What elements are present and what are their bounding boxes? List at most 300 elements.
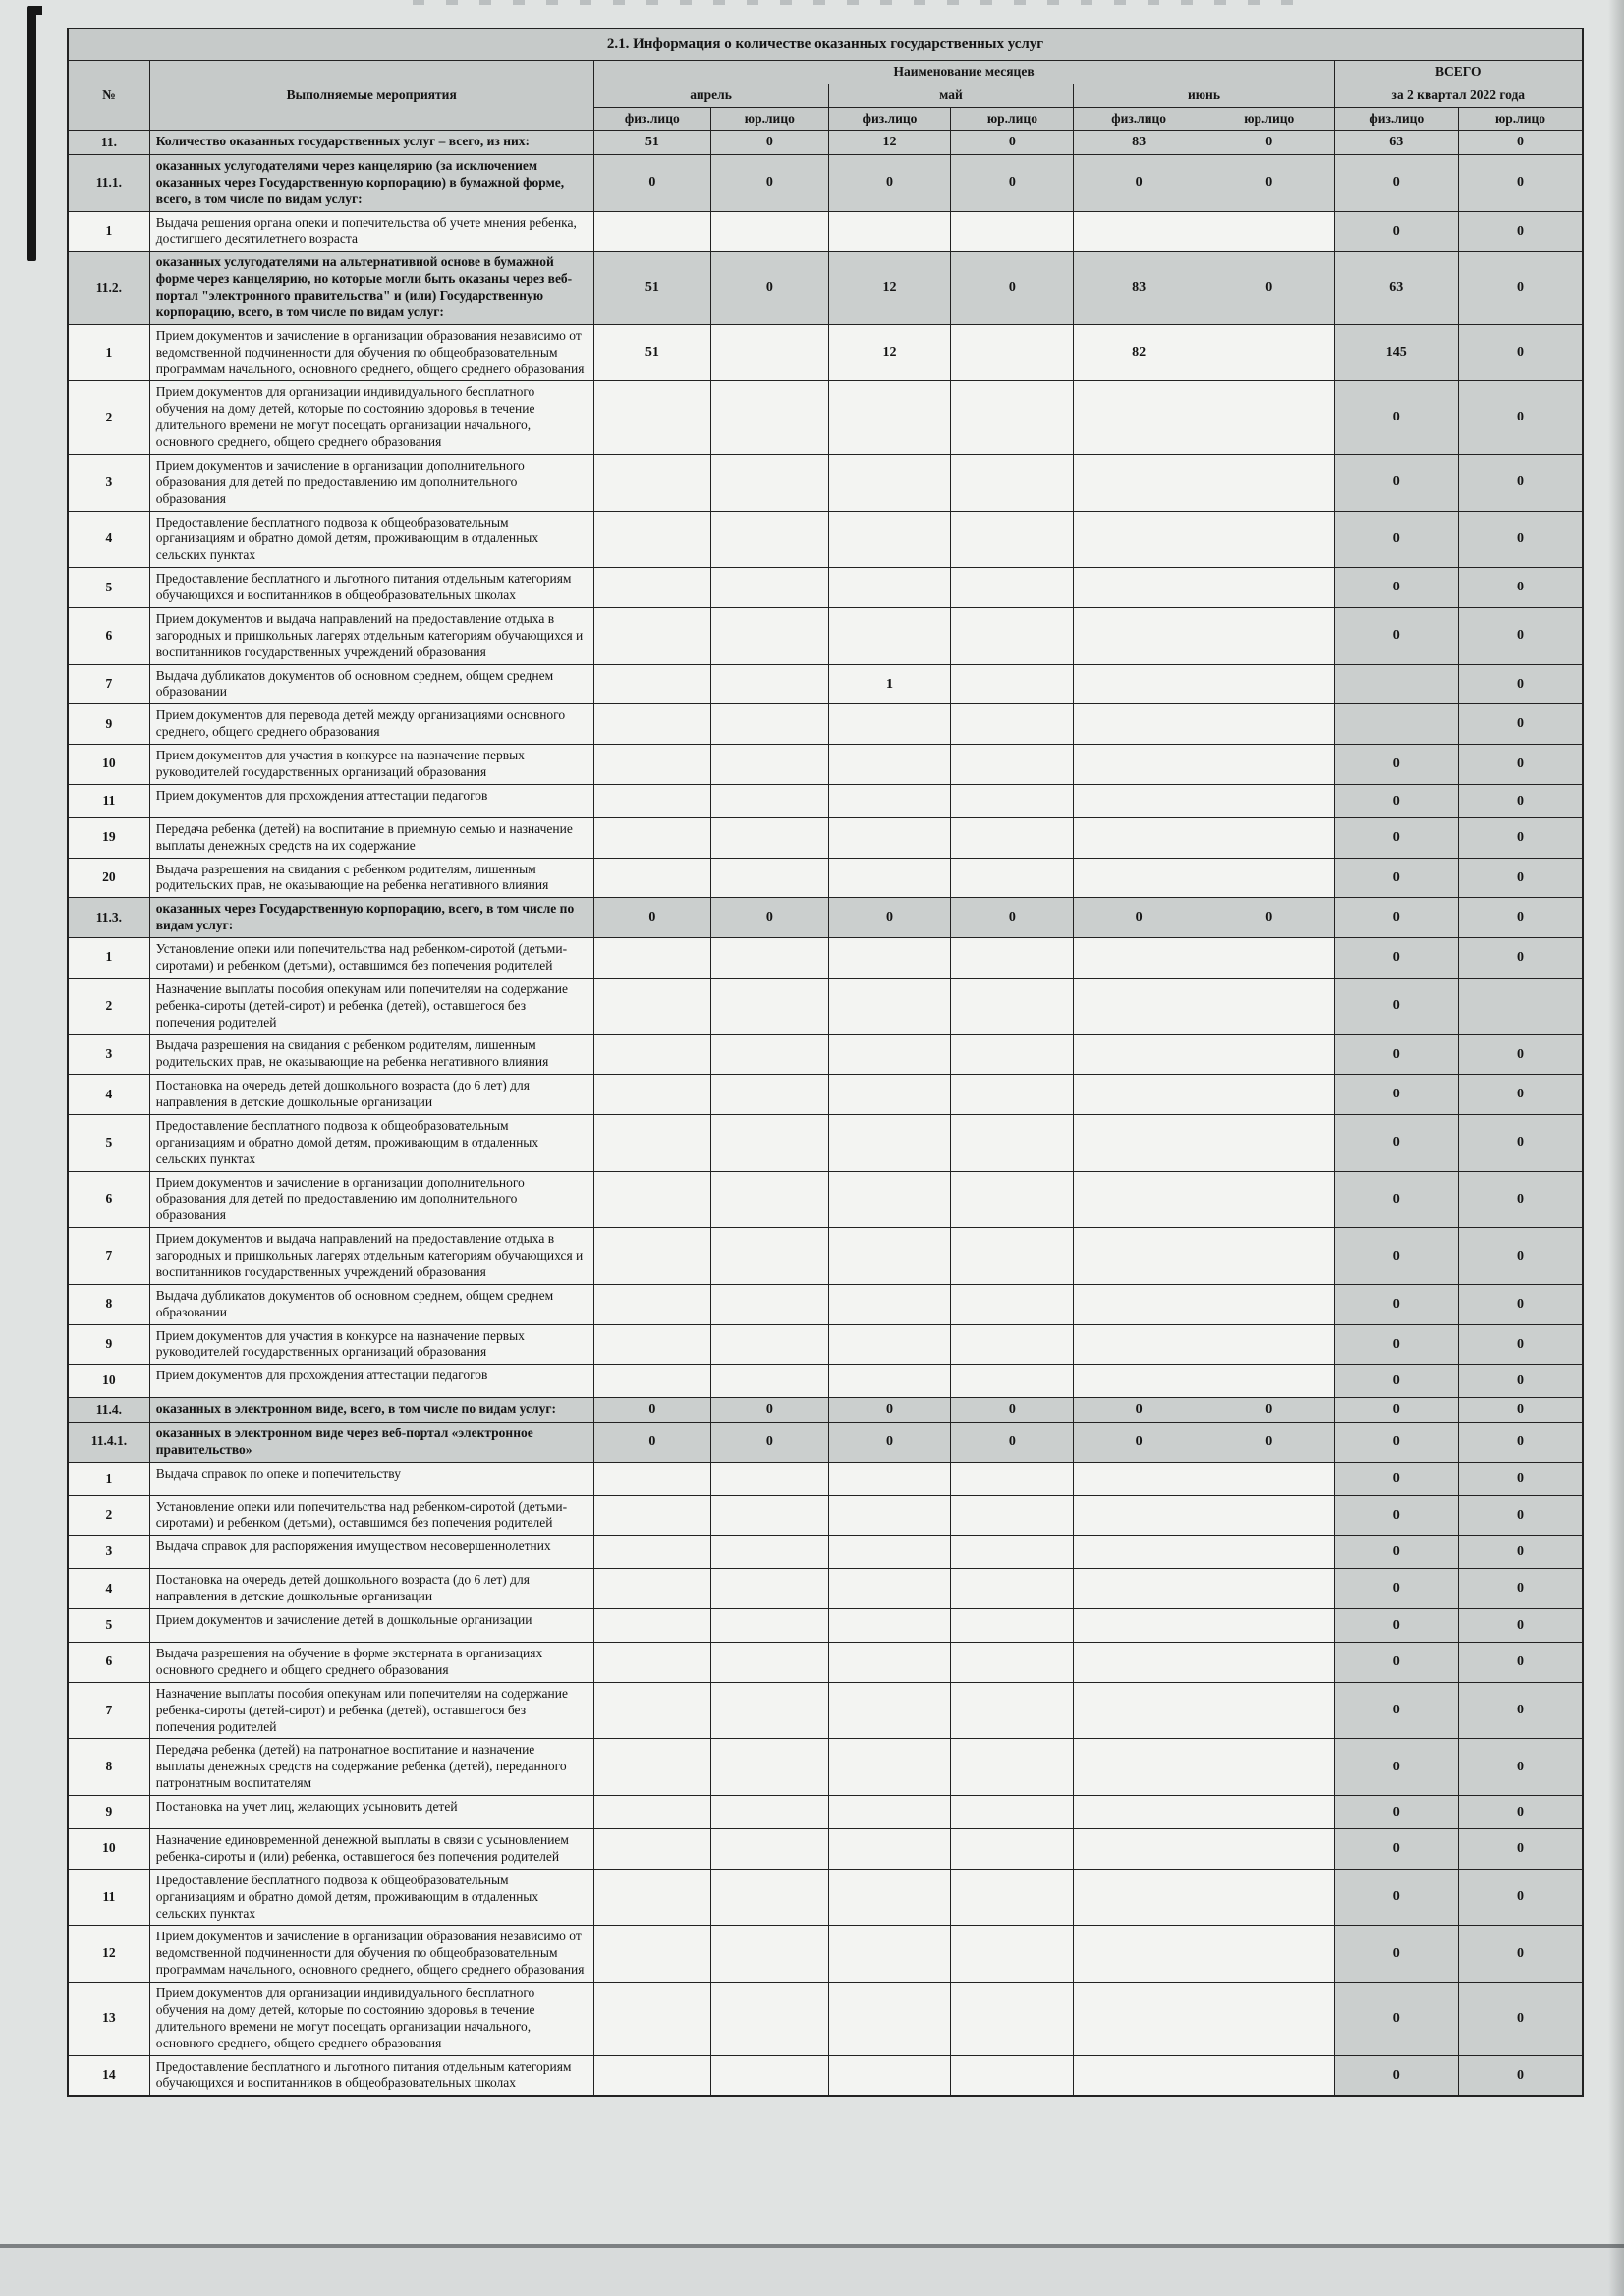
page-title: 2.1. Информация о количестве оказанных государственных услуг	[68, 28, 1583, 60]
cell-april-fiz	[593, 607, 711, 664]
cell-may-yur	[951, 1495, 1074, 1536]
row-activity-text: Прием документов и зачисление в организации образования независимо от ведомственной подчиненности для обучения по общеобразовательным программам начального, основного среднего, общего среднего образования	[149, 324, 593, 381]
row-activity-text: оказанных в электронном виде через веб-портал «электронное правительство»	[149, 1422, 593, 1462]
cell-april-fiz	[593, 568, 711, 608]
cell-june-fiz	[1074, 211, 1204, 252]
cell-april-fiz	[593, 1569, 711, 1609]
table-row	[68, 817, 1583, 858]
cell-june-fiz	[1074, 1569, 1204, 1609]
cell-june-fiz: 83	[1074, 131, 1204, 155]
cell-total-fiz: 0	[1334, 454, 1458, 511]
cell-june-yur	[1204, 1171, 1334, 1228]
cell-may-fiz	[828, 1365, 951, 1398]
cell-total-yur: 0	[1459, 1829, 1583, 1870]
cell-may-fiz	[828, 1171, 951, 1228]
row-number: 5	[68, 568, 149, 608]
cell-june-yur	[1204, 1365, 1334, 1398]
cell-total-yur: 0	[1459, 704, 1583, 745]
row-number: 19	[68, 817, 149, 858]
cell-april-fiz	[593, 1365, 711, 1398]
cell-june-fiz	[1074, 1926, 1204, 1983]
cell-april-yur	[711, 1324, 829, 1365]
cell-total-fiz: 0	[1334, 898, 1458, 938]
row-number: 1	[68, 211, 149, 252]
cell-total-fiz	[1334, 704, 1458, 745]
cell-april-fiz	[593, 1796, 711, 1829]
cell-june-fiz	[1074, 1365, 1204, 1398]
cell-total-yur: 0	[1459, 1739, 1583, 1796]
row-number: 8	[68, 1739, 149, 1796]
col-header-may: май	[828, 84, 1074, 107]
table-row	[68, 2055, 1583, 2096]
cell-april-yur	[711, 1869, 829, 1926]
cell-may-yur	[951, 704, 1074, 745]
table-row	[68, 1324, 1583, 1365]
table-body	[68, 131, 1583, 2096]
cell-june-fiz	[1074, 704, 1204, 745]
cell-june-yur: 0	[1204, 1422, 1334, 1462]
cell-june-yur	[1204, 1829, 1334, 1870]
row-number: 2	[68, 1495, 149, 1536]
cell-june-yur	[1204, 1983, 1334, 2056]
cell-total-fiz: 0	[1334, 1324, 1458, 1365]
cell-april-fiz: 0	[593, 1398, 711, 1423]
cell-total-yur: 0	[1459, 898, 1583, 938]
row-number: 10	[68, 1365, 149, 1398]
cell-total-yur: 0	[1459, 938, 1583, 979]
row-number: 1	[68, 324, 149, 381]
cell-june-fiz: 0	[1074, 1398, 1204, 1423]
row-activity-text: Прием документов и зачисление детей в дошкольные организации	[149, 1609, 593, 1643]
cell-april-fiz	[593, 858, 711, 898]
cell-april-yur	[711, 817, 829, 858]
row-activity-text: Постановка на учет лиц, желающих усыновить детей	[149, 1796, 593, 1829]
cell-april-fiz: 51	[593, 131, 711, 155]
row-activity-text: Прием документов для прохождения аттестации педагогов	[149, 784, 593, 817]
cell-total-fiz: 0	[1334, 1284, 1458, 1324]
cell-total-yur: 0	[1459, 568, 1583, 608]
cell-total-fiz: 0	[1334, 1536, 1458, 1569]
cell-june-yur	[1204, 858, 1334, 898]
cell-may-fiz	[828, 1569, 951, 1609]
services-table	[67, 28, 1584, 2097]
cell-june-yur	[1204, 1609, 1334, 1643]
cell-total-fiz: 0	[1334, 568, 1458, 608]
cell-total-fiz: 0	[1334, 1869, 1458, 1926]
row-number: 7	[68, 1228, 149, 1285]
cell-april-fiz	[593, 1983, 711, 2056]
cell-april-fiz	[593, 1495, 711, 1536]
row-number: 3	[68, 1536, 149, 1569]
cell-june-fiz	[1074, 1228, 1204, 1285]
cell-june-fiz	[1074, 1171, 1204, 1228]
cell-may-fiz: 0	[828, 154, 951, 211]
cell-april-yur: 0	[711, 154, 829, 211]
cell-may-fiz	[828, 1829, 951, 1870]
cell-june-yur	[1204, 664, 1334, 704]
cell-total-yur: 0	[1459, 1983, 1583, 2056]
cell-june-yur	[1204, 1495, 1334, 1536]
col-header-fiz: физ.лицо	[593, 107, 711, 131]
col-header-num: №	[68, 60, 149, 131]
cell-total-fiz: 0	[1334, 1035, 1458, 1075]
cell-june-yur	[1204, 511, 1334, 568]
table-row	[68, 1926, 1583, 1983]
cell-may-yur: 0	[951, 1422, 1074, 1462]
cell-total-yur: 0	[1459, 211, 1583, 252]
cell-total-fiz: 0	[1334, 1398, 1458, 1423]
cell-june-fiz: 0	[1074, 154, 1204, 211]
table-row	[68, 1536, 1583, 1569]
cell-april-yur	[711, 1643, 829, 1683]
row-number: 3	[68, 1035, 149, 1075]
col-header-yur: юр.лицо	[711, 107, 829, 131]
cell-june-yur	[1204, 1926, 1334, 1983]
cell-total-fiz: 0	[1334, 1171, 1458, 1228]
cell-april-yur	[711, 1739, 829, 1796]
cell-total-fiz: 0	[1334, 1422, 1458, 1462]
col-header-activity: Выполняемые мероприятия	[149, 60, 593, 131]
cell-may-yur	[951, 381, 1074, 455]
col-header-months-group: Наименование месяцев	[593, 60, 1334, 84]
row-activity-text: Выдача дубликатов документов об основном среднем, общем среднем образовании	[149, 664, 593, 704]
cell-may-fiz	[828, 568, 951, 608]
cell-april-fiz	[593, 1739, 711, 1796]
cell-may-yur	[951, 1536, 1074, 1569]
cell-april-fiz	[593, 1035, 711, 1075]
cell-may-yur	[951, 938, 1074, 979]
cell-may-yur	[951, 817, 1074, 858]
cell-june-yur: 0	[1204, 898, 1334, 938]
cell-june-yur	[1204, 607, 1334, 664]
cell-april-yur	[711, 664, 829, 704]
cell-april-yur	[711, 1035, 829, 1075]
col-header-yur: юр.лицо	[1459, 107, 1583, 131]
cell-june-yur	[1204, 1075, 1334, 1115]
row-number: 1	[68, 1462, 149, 1495]
cell-june-fiz	[1074, 1609, 1204, 1643]
row-activity-text: Прием документов для участия в конкурсе на назначение первых руководителей государственных организаций образования	[149, 1324, 593, 1365]
cell-june-fiz	[1074, 1462, 1204, 1495]
row-number: 11.1.	[68, 154, 149, 211]
cell-total-fiz: 0	[1334, 1609, 1458, 1643]
row-number: 5	[68, 1114, 149, 1171]
cell-april-fiz	[593, 1609, 711, 1643]
cell-may-fiz	[828, 784, 951, 817]
row-activity-text: оказанных услугодателями на альтернативной основе в бумажной форме через канцелярию, но которые могли быть оказаны через веб-портал "электронного правительства" и (или) Государственную корпорацию, всего, в том числе по видам услуг:	[149, 252, 593, 325]
cell-april-yur	[711, 1171, 829, 1228]
header-row-groups	[68, 60, 1583, 84]
cell-june-yur	[1204, 745, 1334, 785]
cell-total-fiz: 0	[1334, 1829, 1458, 1870]
table-row	[68, 784, 1583, 817]
row-number: 11	[68, 1869, 149, 1926]
cell-total-fiz: 0	[1334, 1365, 1458, 1398]
row-number: 4	[68, 1075, 149, 1115]
row-activity-text: оказанных в электронном виде, всего, в том числе по видам услуг:	[149, 1398, 593, 1423]
cell-may-fiz: 1	[828, 664, 951, 704]
cell-total-fiz: 145	[1334, 324, 1458, 381]
cell-april-fiz	[593, 1829, 711, 1870]
row-activity-text: Прием документов и зачисление в организации дополнительного образования для детей по предоставлению им дополнительного образования	[149, 1171, 593, 1228]
cell-april-fiz	[593, 1536, 711, 1569]
cell-may-yur	[951, 1035, 1074, 1075]
cell-june-yur: 0	[1204, 154, 1334, 211]
row-number: 1	[68, 938, 149, 979]
table-row	[68, 704, 1583, 745]
cell-total-yur: 0	[1459, 1114, 1583, 1171]
cell-april-yur	[711, 324, 829, 381]
cell-april-yur	[711, 938, 829, 979]
cell-total-yur: 0	[1459, 664, 1583, 704]
cell-may-yur: 0	[951, 252, 1074, 325]
row-number: 10	[68, 745, 149, 785]
row-number: 9	[68, 1796, 149, 1829]
cell-april-fiz	[593, 1682, 711, 1739]
cell-june-yur	[1204, 1536, 1334, 1569]
cell-may-yur	[951, 1869, 1074, 1926]
row-number: 7	[68, 1682, 149, 1739]
cell-may-fiz	[828, 1284, 951, 1324]
cell-june-yur	[1204, 1682, 1334, 1739]
table-row	[68, 1739, 1583, 1796]
cell-may-yur	[951, 1983, 1074, 2056]
row-activity-text: Прием документов для участия в конкурсе на назначение первых руководителей государственных организаций образования	[149, 745, 593, 785]
row-activity-text: Прием документов для прохождения аттестации педагогов	[149, 1365, 593, 1398]
cell-may-fiz	[828, 1075, 951, 1115]
cell-may-fiz	[828, 1983, 951, 2056]
cell-may-yur: 0	[951, 154, 1074, 211]
row-activity-text: Предоставление бесплатного подвоза к общеобразовательным организациям и обратно домой детям, проживающим в отдаленных сельских пунктах	[149, 1114, 593, 1171]
cell-total-yur: 0	[1459, 1643, 1583, 1683]
cell-total-fiz: 0	[1334, 817, 1458, 858]
row-activity-text: Передача ребенка (детей) на воспитание в приемную семью и назначение выплаты денежных средств на их содержание	[149, 817, 593, 858]
cell-june-fiz	[1074, 1739, 1204, 1796]
cell-may-yur	[951, 1739, 1074, 1796]
cell-total-fiz: 0	[1334, 607, 1458, 664]
cell-total-yur: 0	[1459, 1926, 1583, 1983]
table-row	[68, 568, 1583, 608]
cell-june-yur	[1204, 1869, 1334, 1926]
cell-may-yur	[951, 784, 1074, 817]
cell-april-yur	[711, 1829, 829, 1870]
cell-april-fiz	[593, 784, 711, 817]
cell-total-yur: 0	[1459, 1035, 1583, 1075]
cell-total-fiz: 0	[1334, 2055, 1458, 2096]
cell-june-fiz	[1074, 1682, 1204, 1739]
cell-april-yur	[711, 1495, 829, 1536]
cell-total-yur: 0	[1459, 607, 1583, 664]
cell-june-fiz	[1074, 1536, 1204, 1569]
cell-june-yur: 0	[1204, 131, 1334, 155]
row-activity-text: Предоставление бесплатного и льготного питания отдельным категориям обучающихся и воспитанников в общеобразовательных школах	[149, 568, 593, 608]
cell-april-fiz	[593, 817, 711, 858]
cell-june-yur	[1204, 817, 1334, 858]
col-header-fiz: физ.лицо	[1334, 107, 1458, 131]
cell-total-yur: 0	[1459, 1609, 1583, 1643]
table-row	[68, 1609, 1583, 1643]
cell-april-fiz	[593, 938, 711, 979]
cell-total-fiz: 0	[1334, 938, 1458, 979]
table-row	[68, 1398, 1583, 1423]
cell-total-fiz: 0	[1334, 511, 1458, 568]
cell-total-fiz: 0	[1334, 211, 1458, 252]
row-number: 14	[68, 2055, 149, 2096]
cell-total-yur: 0	[1459, 1324, 1583, 1365]
row-number: 4	[68, 1569, 149, 1609]
cell-june-fiz	[1074, 1495, 1204, 1536]
cell-may-yur: 0	[951, 898, 1074, 938]
cell-total-yur: 0	[1459, 858, 1583, 898]
cell-total-yur: 0	[1459, 1228, 1583, 1285]
cell-total-yur: 0	[1459, 1869, 1583, 1926]
row-activity-text: Постановка на очередь детей дошкольного возраста (до 6 лет) для направления в детские дошкольные организации	[149, 1569, 593, 1609]
table-row	[68, 324, 1583, 381]
cell-may-yur	[951, 1365, 1074, 1398]
cell-total-fiz: 0	[1334, 154, 1458, 211]
cell-june-yur	[1204, 1114, 1334, 1171]
cell-april-yur: 0	[711, 1398, 829, 1423]
row-number: 3	[68, 454, 149, 511]
cell-june-yur	[1204, 1643, 1334, 1683]
scan-artifact-top	[413, 0, 1297, 5]
cell-may-fiz	[828, 607, 951, 664]
row-activity-text: Назначение выплаты пособия опекунам или попечителям на содержание ребенка-сироты (детей-сирот) и ребенка (детей), оставшегося без попечения родителей	[149, 978, 593, 1035]
cell-total-fiz: 0	[1334, 381, 1458, 455]
cell-may-fiz: 12	[828, 131, 951, 155]
cell-total-fiz: 0	[1334, 1739, 1458, 1796]
table-row	[68, 898, 1583, 938]
cell-may-yur	[951, 511, 1074, 568]
cell-may-fiz	[828, 704, 951, 745]
cell-may-fiz	[828, 1228, 951, 1285]
cell-june-fiz	[1074, 1796, 1204, 1829]
cell-may-yur	[951, 1643, 1074, 1683]
cell-june-fiz: 0	[1074, 1422, 1204, 1462]
cell-may-yur	[951, 1075, 1074, 1115]
row-activity-text: Выдача разрешения на свидания с ребенком родителям, лишенным родительских прав, не оказывающие на ребенка негативного влияния	[149, 858, 593, 898]
cell-april-yur	[711, 607, 829, 664]
cell-may-yur: 0	[951, 1398, 1074, 1423]
cell-may-yur	[951, 664, 1074, 704]
cell-total-yur: 0	[1459, 1462, 1583, 1495]
cell-total-fiz: 0	[1334, 1796, 1458, 1829]
cell-may-yur	[951, 607, 1074, 664]
table-row	[68, 664, 1583, 704]
table-row	[68, 607, 1583, 664]
cell-may-fiz	[828, 1869, 951, 1926]
cell-april-yur	[711, 978, 829, 1035]
scan-artifact-bottom-strip	[0, 2248, 1624, 2296]
cell-april-yur: 0	[711, 898, 829, 938]
cell-may-yur	[951, 454, 1074, 511]
cell-total-yur: 0	[1459, 1495, 1583, 1536]
row-number: 2	[68, 978, 149, 1035]
cell-may-yur: 0	[951, 131, 1074, 155]
cell-june-fiz	[1074, 745, 1204, 785]
cell-april-yur	[711, 1682, 829, 1739]
table-row	[68, 1228, 1583, 1285]
cell-total-yur: 0	[1459, 1796, 1583, 1829]
cell-june-fiz	[1074, 858, 1204, 898]
cell-may-yur	[951, 978, 1074, 1035]
cell-april-fiz: 0	[593, 898, 711, 938]
cell-april-fiz	[593, 1324, 711, 1365]
cell-total-fiz: 0	[1334, 1114, 1458, 1171]
cell-may-fiz	[828, 2055, 951, 2096]
cell-total-fiz: 63	[1334, 252, 1458, 325]
cell-june-yur: 0	[1204, 252, 1334, 325]
table-row	[68, 1983, 1583, 2056]
table-row	[68, 978, 1583, 1035]
cell-total-yur: 0	[1459, 154, 1583, 211]
cell-june-fiz: 83	[1074, 252, 1204, 325]
row-number: 11.	[68, 131, 149, 155]
cell-april-fiz	[593, 978, 711, 1035]
cell-june-fiz	[1074, 1869, 1204, 1926]
cell-june-yur	[1204, 938, 1334, 979]
row-number: 7	[68, 664, 149, 704]
cell-may-yur	[951, 2055, 1074, 2096]
cell-total-yur: 0	[1459, 252, 1583, 325]
table-row	[68, 1643, 1583, 1683]
table-row	[68, 1422, 1583, 1462]
row-number: 2	[68, 381, 149, 455]
cell-april-yur	[711, 1284, 829, 1324]
table-row	[68, 1114, 1583, 1171]
col-header-june: июнь	[1074, 84, 1334, 107]
cell-june-yur	[1204, 1228, 1334, 1285]
cell-june-fiz	[1074, 784, 1204, 817]
cell-total-yur: 0	[1459, 324, 1583, 381]
cell-june-fiz	[1074, 1114, 1204, 1171]
col-header-fiz: физ.лицо	[1074, 107, 1204, 131]
row-number: 11.2.	[68, 252, 149, 325]
cell-may-yur	[951, 1228, 1074, 1285]
table-row	[68, 1869, 1583, 1926]
page-edge-shadow	[1608, 0, 1624, 2296]
cell-april-yur	[711, 1075, 829, 1115]
cell-may-fiz	[828, 1796, 951, 1829]
cell-april-fiz	[593, 704, 711, 745]
table-row	[68, 211, 1583, 252]
row-number: 9	[68, 1324, 149, 1365]
cell-may-fiz	[828, 454, 951, 511]
cell-total-yur: 0	[1459, 1171, 1583, 1228]
cell-total-yur: 0	[1459, 784, 1583, 817]
cell-april-yur	[711, 1114, 829, 1171]
cell-april-yur	[711, 2055, 829, 2096]
row-activity-text: Прием документов для организации индивидуального бесплатного обучения на дому детей, которые по состоянию здоровья в течение длительного времени не могут посещать организации начального, основного среднего, общего среднего образования	[149, 381, 593, 455]
cell-april-fiz: 0	[593, 154, 711, 211]
cell-may-yur	[951, 1171, 1074, 1228]
cell-june-yur	[1204, 784, 1334, 817]
cell-may-yur	[951, 1114, 1074, 1171]
cell-april-yur	[711, 381, 829, 455]
cell-june-yur	[1204, 568, 1334, 608]
cell-april-yur	[711, 704, 829, 745]
cell-may-fiz	[828, 1324, 951, 1365]
cell-june-fiz	[1074, 1983, 1204, 2056]
cell-total-fiz: 0	[1334, 858, 1458, 898]
cell-june-fiz	[1074, 1075, 1204, 1115]
row-activity-text: Выдача дубликатов документов об основном среднем, общем среднем образовании	[149, 1284, 593, 1324]
table-row	[68, 454, 1583, 511]
table-row	[68, 1829, 1583, 1870]
cell-may-fiz: 0	[828, 898, 951, 938]
cell-may-fiz	[828, 511, 951, 568]
cell-total-yur: 0	[1459, 1398, 1583, 1423]
